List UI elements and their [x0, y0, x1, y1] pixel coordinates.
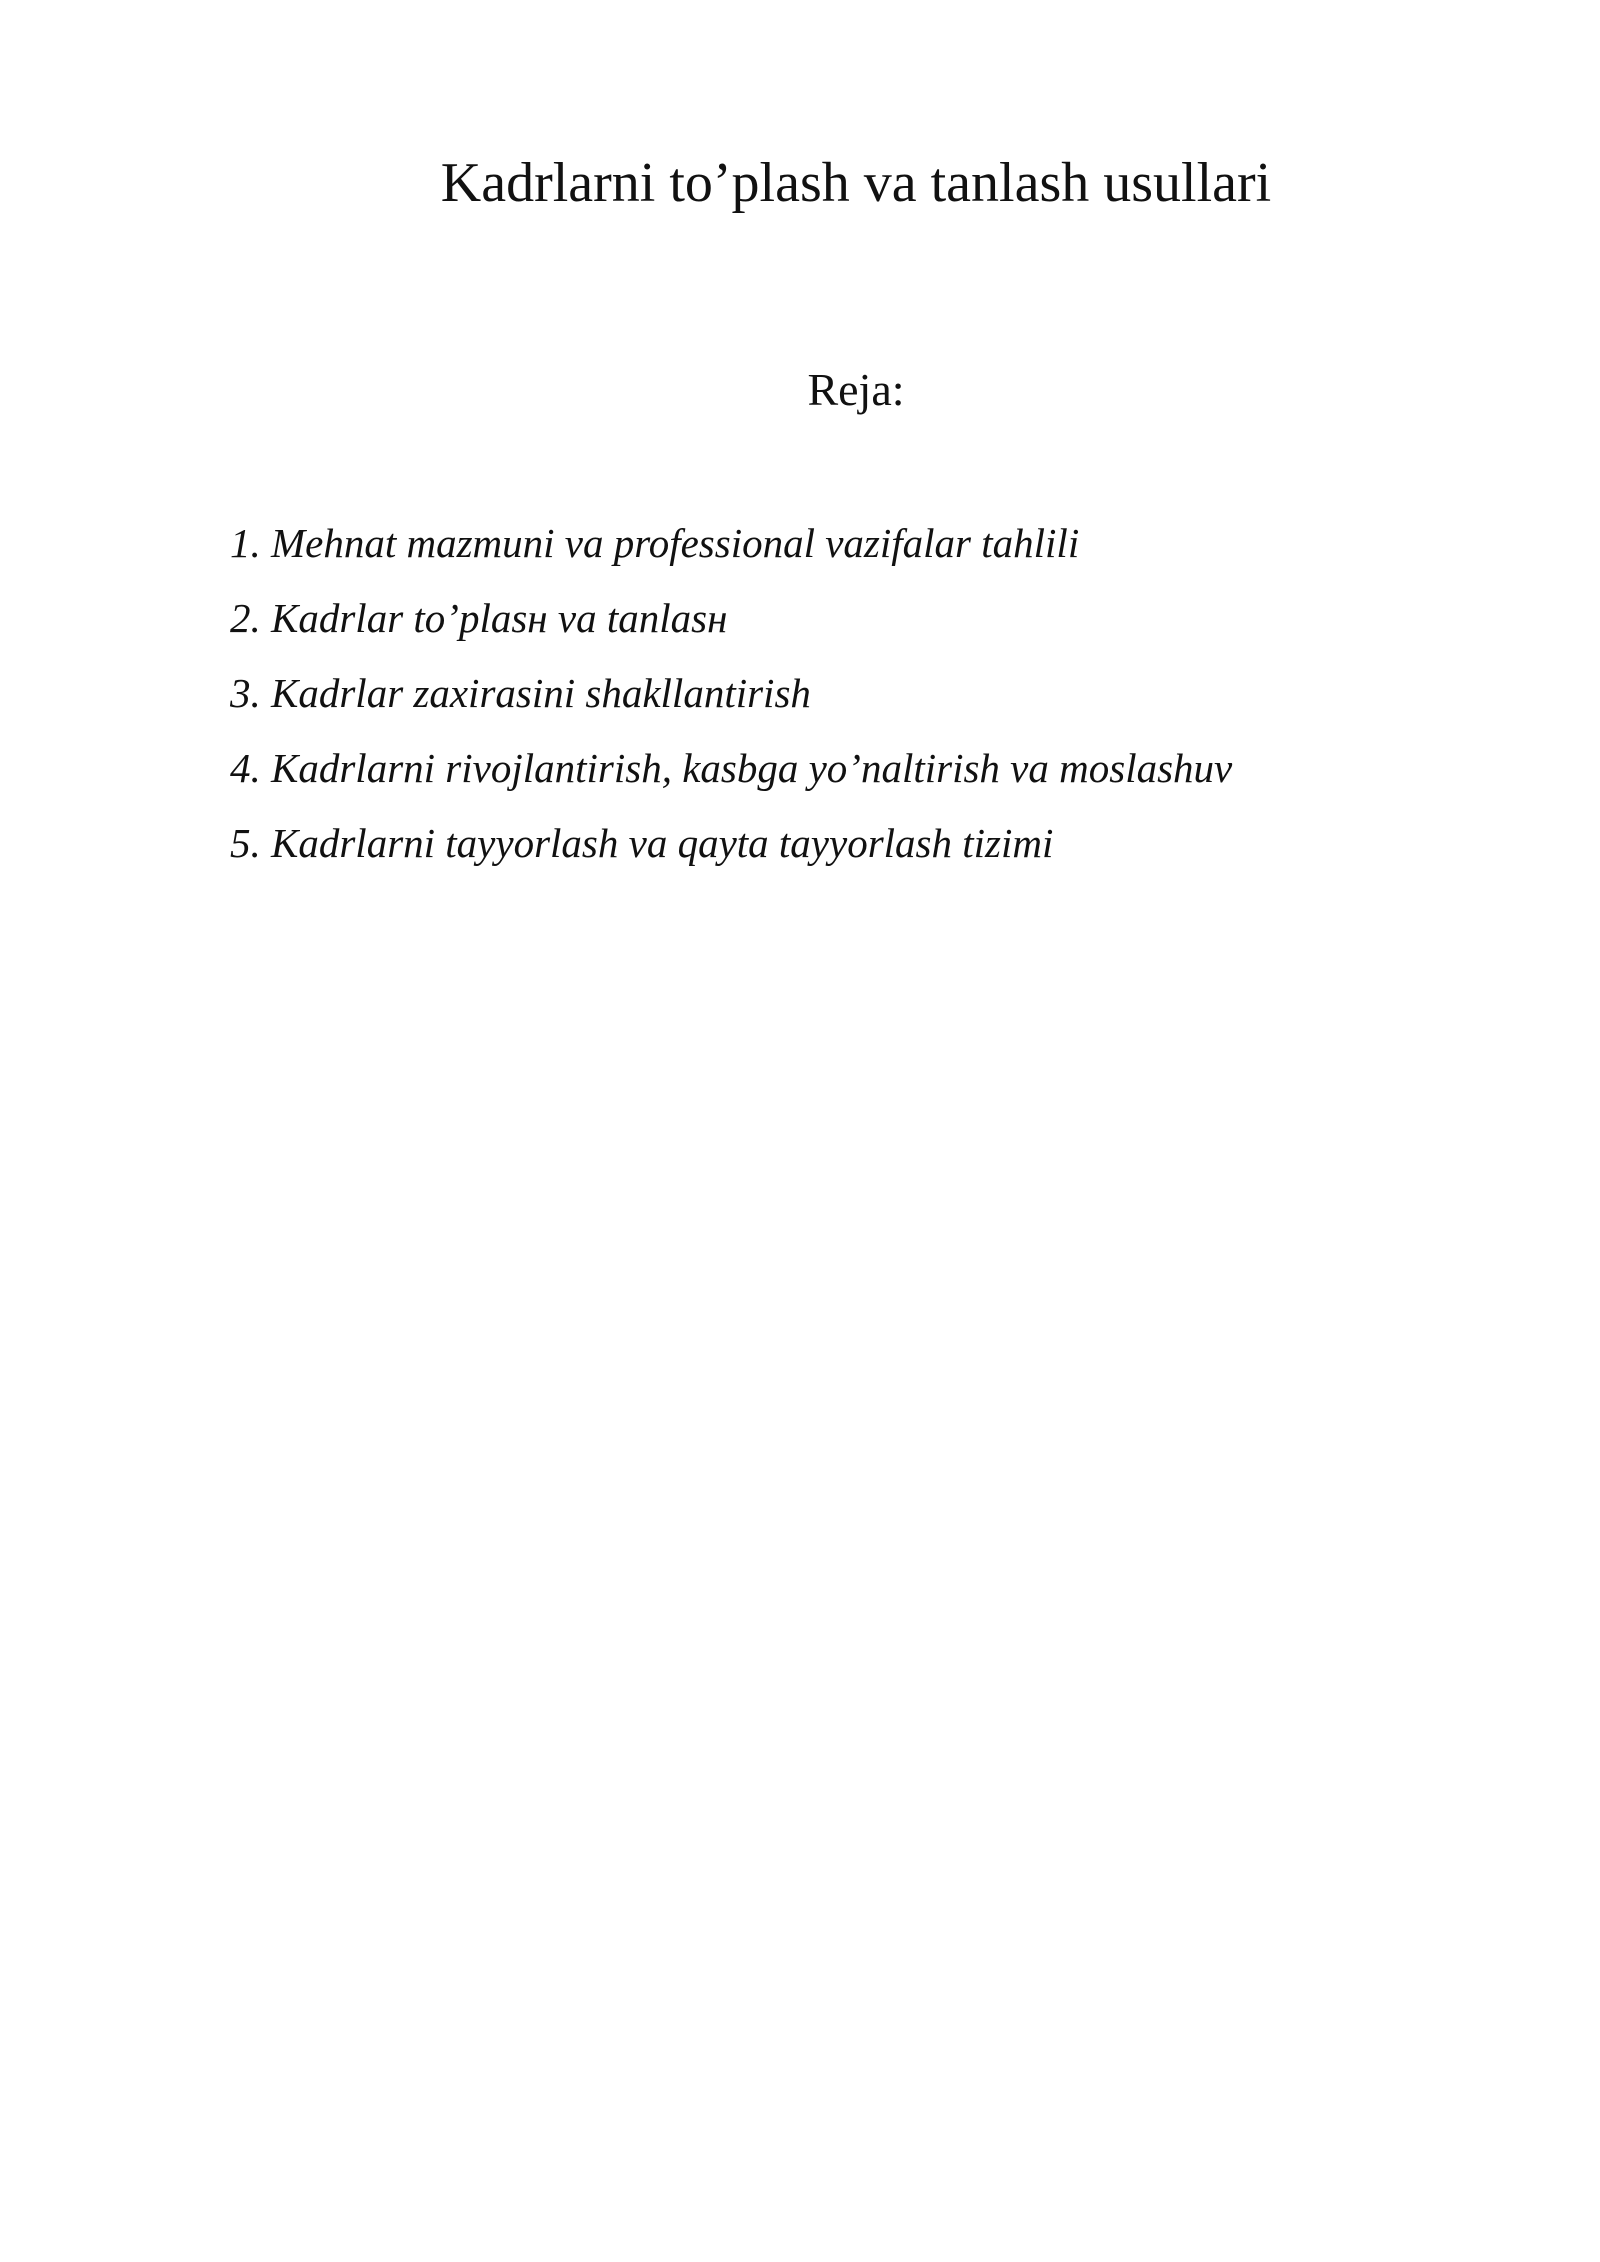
plan-heading: Reja:: [807, 364, 905, 415]
plan-item: 5. Kadrlarni tayyorlash va qayta tayyorlash tizimi: [230, 820, 1054, 866]
plan-item: 3. Kadrlar zaxirasini shakllantirish: [230, 670, 811, 716]
plan-item: 2. Kadrlar to’plasн va tanlasн: [230, 595, 728, 641]
page-title: Kadrlarni to’plash va tanlash usullari: [440, 152, 1272, 214]
plan-item: 4. Kadrlarni rivojlantirish, kasbga yo’naltirish va moslashuv: [230, 745, 1233, 791]
plan-item: 1. Mehnat mazmuni va professional vazifalar tahlili: [230, 520, 1080, 566]
plan-list: [230, 506, 1232, 881]
